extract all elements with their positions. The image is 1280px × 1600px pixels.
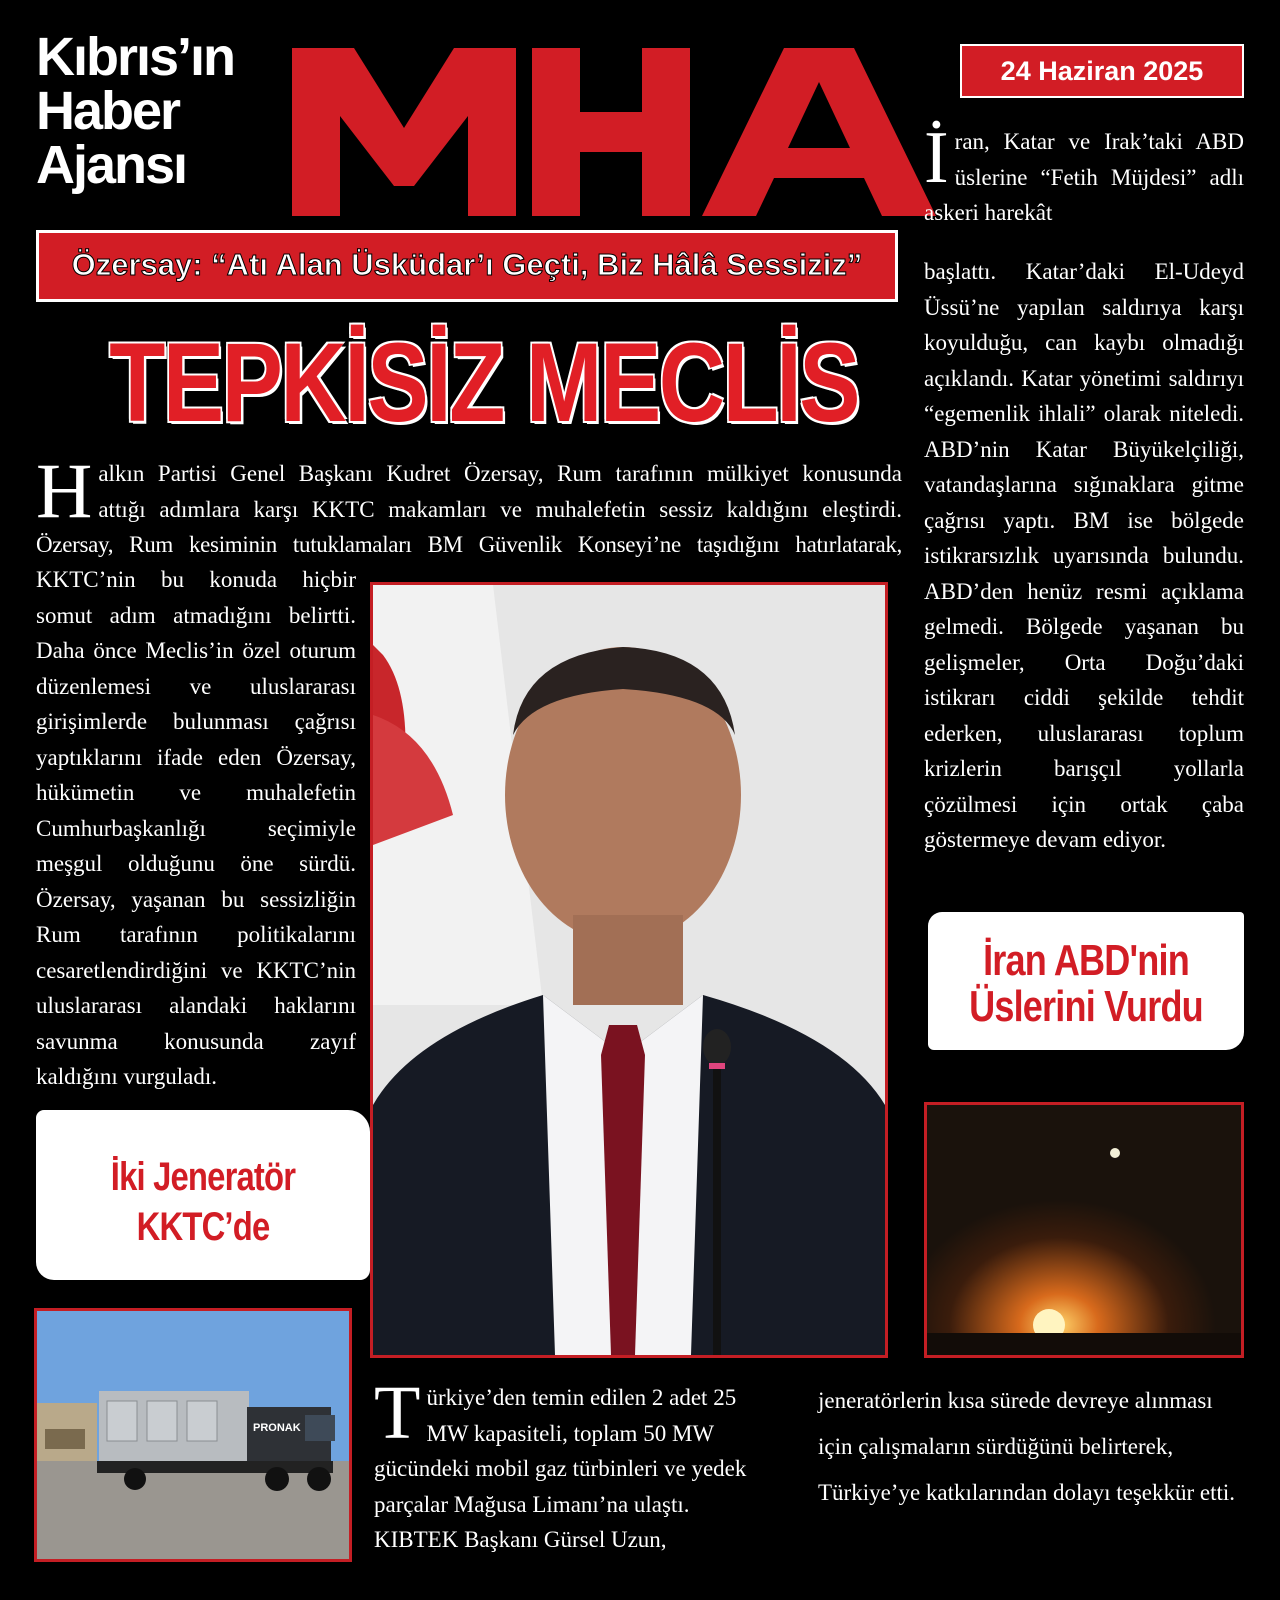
side-headline-line-2: Üslerini Vurdu [969, 982, 1203, 1031]
brand-line-1: Kıbrıs’ın [36, 27, 235, 87]
side-text-b: başlattı. Katar’daki El-Udeyd Üssü’ne yapılan saldırıya karşı koyulduğu, can kaybı olmadığı açıklandı. Katar yönetimi saldırıyı “egemenlik ihlali” olarak niteledi. ABD’nin Katar Büyükelçiliği, vatandaşlarına sığınaklara gitme çağrısı yaptı. BM ise bölgede istikrarsızlık uyarısında bulundu. ABD’den henüz resmi açıklama gelmedi. Bölgede yaşanan bu gelişmeler, Orta Doğu’daki istikrarı ciddi şekilde tehdit ederken, uluslararası toplum krizlerin barışçıl yollarla çözülmesi için ortak çaba göstermeye devam ediyor. [924, 259, 1244, 852]
brand-line-3: Ajansı [36, 135, 187, 195]
bottom-dropcap: T [374, 1371, 421, 1455]
portrait-illustration [373, 585, 885, 1355]
bottom-text-col1-body: ürkiye’den temin edilen 2 adet 25 MW kapasiteli, toplam 50 MW gücündeki mobil gaz türbinleri ve yedek parçalar Mağusa Limanı’na ulaştı. KIBTEK Başkanı Gürsel Uzun, [374, 1385, 747, 1552]
bottom-headline-line-2: KKTC’de [136, 1205, 270, 1249]
strike-photo [924, 1102, 1244, 1358]
truck-brand-text: PRONAK [253, 1422, 301, 1434]
bottom-headline-line-1: İki Jeneratör [110, 1155, 296, 1199]
bottom-headline-box [36, 1110, 370, 1280]
brand-line-2: Haber [36, 81, 180, 141]
main-intro-line-3: Özersay, Rum kesiminin tutuklamaları BM Güvenlik Konseyi’ne taşıdığını hatırlatarak, [36, 532, 902, 557]
side-text-a: ran, Katar ve Irak’taki ABD üslerine “Fetih Müjdesi” adlı askeri harekât [924, 129, 1244, 225]
main-intro-line-1: alkın Partisi Genel Başkanı Kudret Özersay, Rum tarafının mülkiyet konusunda [98, 461, 902, 486]
generator-truck-photo [34, 1308, 352, 1562]
side-dropcap: İ [924, 117, 949, 199]
side-story-top [924, 117, 1244, 231]
main-intro [36, 447, 902, 563]
bottom-text-col1 [374, 1371, 776, 1558]
side-headline-box [928, 912, 1244, 1050]
ozersay-photo [370, 582, 888, 1358]
truck-illustration [37, 1311, 349, 1559]
main-kicker: Özersay: “Atı Alan Üsküdar’ı Geçti, Biz Hâlâ Sessiziz” [36, 230, 898, 302]
mha-logo [282, 36, 962, 226]
night-strike-illustration [927, 1105, 1241, 1355]
main-column-text: KKTC’nin bu konuda hiçbir somut adım atmadığını belirtti. Daha önce Meclis’in özel oturum düzenlemesi ve uluslararası girişimlerde bulunması çağrısı yaptıklarını ifade eden Özersay, hükümetin ve muhalefetin Cumhurbaşkanlığı seçimiyle meşgul olduğunu öne sürdü. Özersay, yaşanan bu sessizliğin Rum tarafının politikalarını cesaretlendirdiğini ve KKTC’nin uluslararası alandaki haklarını savunma konusunda zayıf kaldığını vurguladı. [36, 567, 356, 1089]
main-dropcap: H [36, 447, 93, 534]
main-headline: TEPKİSİZ MECLİS [109, 320, 859, 445]
main-intro-line-2: attığı adımlara karşı KKTC makamları ve muhalefetin sessiz kaldığını eleştirdi. [98, 496, 902, 522]
date-banner: 24 Haziran 2025 [960, 44, 1244, 98]
bottom-text-col2: jeneratörlerin kısa sürede devreye alınması için çalışmaların sürdüğünü belirterek, Türkiye’ye katkılarından dolayı teşekkür etti. [818, 1388, 1236, 1505]
side-headline-line-1: İran ABD'nin [983, 936, 1189, 985]
brand-tagline [36, 27, 276, 195]
